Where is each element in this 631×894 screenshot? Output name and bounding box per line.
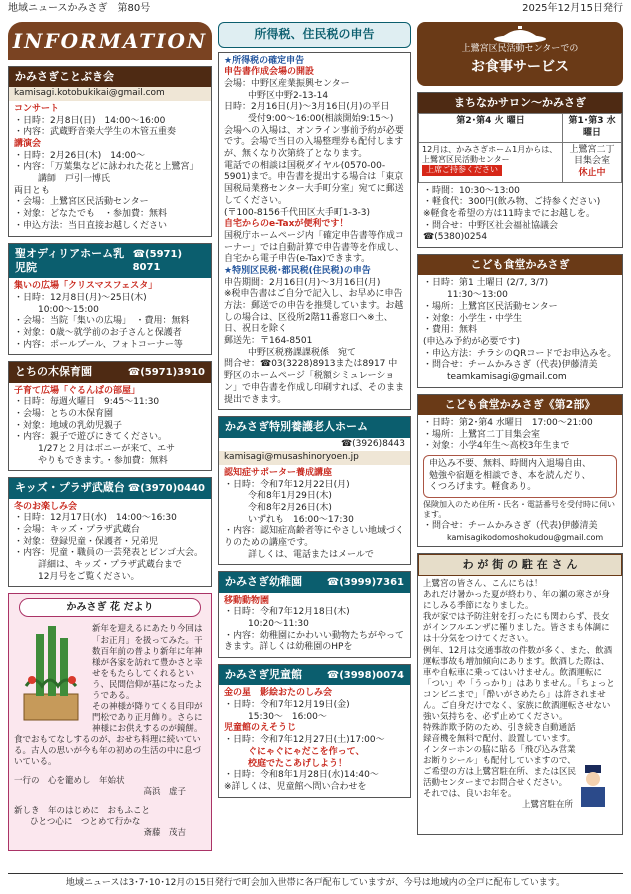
- text-line: ・内容：親子で遊びにきてください。: [14, 432, 168, 443]
- hana-title: かみさぎ 花 だより: [19, 598, 201, 617]
- text-line: ・日時：令和7年12月18日(木): [224, 607, 350, 618]
- kodomo2-title: こども食堂かみさぎ《第2部》: [418, 395, 622, 415]
- text-line: ・時間：10:30～13:00: [423, 185, 520, 196]
- salon-cell-1: 12月は、かみさぎホーム1月からは、上鷺宮区民活動センター: [422, 144, 558, 165]
- column-left: [8, 22, 212, 857]
- text-line: ・内容：武蔵野音楽大学生の木管五重奏: [14, 127, 177, 138]
- kids-phone[interactable]: ☎(3970)0440: [127, 483, 205, 495]
- text-line: 受付9:00～16:00(相談開始9:15～): [248, 114, 394, 125]
- text-line: ・申込方法：当日直接お越しください: [14, 220, 168, 231]
- police-paragraph: 例年、12月は交通事故の件数が多く、また、飲酒運転事故も増加傾向にあります。飲酒した際は、車や自転車に乗ってはいけません。飲酒運転に「つい」や「うっかり」はありません。「ちょっとコンビニまで」「酔いがさめたら」は許されません。ご自身だけでなく、家族に飲酒運転させない強い気持ちを、必ず止めてください。: [423, 645, 615, 722]
- police-sign: 上鷺宮駐在所: [521, 800, 573, 811]
- police-officer-icon: [575, 763, 611, 809]
- text-para: 国税庁ホームページ内「確定申告書等作成コーナー」では自動計算で申告書等を作成し、自宅から電子申告(e-Tax)できます。: [224, 230, 405, 265]
- kadomatsu-icon: [14, 624, 88, 724]
- haiku: 一行の 心を籠めし 年始状: [14, 776, 125, 787]
- yochien-phone[interactable]: ☎(3999)7361: [326, 577, 404, 589]
- text-line: ・問合せ：中野区社会福祉協議会 ☎(5380)0254: [423, 220, 559, 243]
- text-line: ・対象：どなたでも ・参加費：無料: [14, 209, 168, 220]
- text-line: 校庭でたこあげしよう！: [248, 758, 348, 769]
- text-line: ・対象：小学4年生～高校3年生まで: [423, 441, 570, 452]
- text-line: ・会場：とちの木保育園: [14, 408, 114, 419]
- column-right: [417, 22, 623, 841]
- text-line: ・申込方法：チラシのQRコードでお申込みを。: [423, 348, 617, 359]
- salon-header-2: 第1･第3 水 曜日: [563, 114, 622, 142]
- kotobuki-email[interactable]: kamisagi.kotobukikai@gmail.com: [9, 87, 211, 101]
- food-service-banner: [417, 22, 623, 86]
- police-box: [417, 553, 623, 835]
- hana-paragraph: 新年を迎えるにあたり今回は「お正月」を扱ってみた。干数百年前の普より新年に年神様が各家を訪れて豊かさと幸せをもたらしてくれるという、民間信仰が基になったようである。: [92, 624, 203, 701]
- text-line: ・対象：小学生・中学生: [423, 313, 523, 324]
- text-line: 勉強や宿題を相談でき、本を読んだり、: [429, 470, 591, 481]
- food-banner-sub: 上鷺宮区民活動センターでの: [461, 44, 579, 54]
- kotobuki-box: [8, 66, 212, 237]
- odilia-name: 聖オディリアホーム乳児院: [15, 246, 125, 274]
- text-line: 保険加入のため住所・氏名・電話番号を受付時に伺います。: [423, 500, 615, 520]
- event-heading: 認知症サポーター養成講座: [224, 467, 333, 478]
- event-heading: 移動動物園: [224, 595, 270, 606]
- yogo-title: かみさぎ特別養護老人ホーム: [219, 417, 410, 437]
- concert-heading: コンサート: [14, 103, 60, 114]
- text-para: 会場への入場は、オンライン事前予約が必要です。会場で当日の入場整理券も配付しますが、無くなり次第終了となります。: [224, 125, 404, 160]
- kotobuki-title: かみさぎことぶき会: [9, 67, 211, 87]
- odilia-phone[interactable]: ☎(5971) 8071: [132, 248, 183, 273]
- kodomo2-note: [423, 455, 617, 498]
- police-paragraph: それでは、良いお年を。: [423, 789, 517, 800]
- text-para: 電話での相談は国税ダイヤル(0570-00-5901)まで。申告書を提出する場合は「東京国税局業務センター大手町分室」宛てに郵送してください。: [224, 160, 404, 206]
- tanka-author: 斎藤 茂吉: [143, 828, 186, 839]
- police-title: わ が 街 の 駐 在 さ ん: [418, 554, 622, 576]
- text-line: ・日時：令和7年12月22日(月): [224, 479, 350, 490]
- tochinoki-box: [8, 361, 212, 471]
- text-line: ・場所：上鷺宮二丁目集会室: [423, 429, 541, 440]
- resident-tax-heading: ★特別区民税･都民税(住民税)の申告: [224, 265, 371, 276]
- text-line: ・軽食代：300円(飲み物、ご持参ください): [423, 197, 601, 208]
- text-line: 日時：2月16日(月)～3月16日(月)の平日: [224, 102, 390, 113]
- text-line: いずれも 16:00～17:30: [248, 514, 354, 525]
- text-line: ・日時：12月17日(水) 14:00～16:30: [14, 513, 177, 524]
- etax-heading: 自宅からのe-Taxが便利です！: [224, 219, 349, 230]
- text-line: 11:30～13:00: [447, 290, 508, 301]
- event-heading: 金の星 影絵おたのしみ会: [224, 688, 333, 699]
- text-line: ・会場：当院「集いの広場」 ・費用：無料: [14, 316, 190, 327]
- venue-heading: 申告書作成会場の開設: [224, 67, 315, 78]
- text-line: ・日時：毎週火曜日 9:45～11:30: [14, 397, 160, 408]
- jidokan-phone[interactable]: ☎(3998)0074: [326, 669, 404, 681]
- jidokan-title: [219, 665, 410, 685]
- text-line: ・内容：「万葉集などに詠われた花と上鷺宮」: [14, 162, 199, 173]
- kodomo2-email[interactable]: kamisagikodomoshokudou@gmail.com: [447, 532, 604, 542]
- text-line: 詳しくは、電話またはメールで: [248, 549, 374, 560]
- dish-icon: [492, 25, 548, 43]
- kids-box: [8, 477, 212, 587]
- text-line: 両日とも: [14, 185, 51, 196]
- police-paragraph: あれだけ暑かった夏が終わり、年の瀬の寒さが身にしみる季節になりました。: [423, 590, 611, 612]
- odilia-title: [9, 244, 211, 279]
- odilia-box: [8, 243, 212, 356]
- tanka: 新しき 年のはじめに おもふこと: [14, 806, 151, 817]
- yochien-title: [219, 572, 410, 592]
- food-banner-title: お食事サービス: [471, 58, 569, 75]
- text-line: ・日時：令和7年12月19日(金): [224, 700, 350, 711]
- text-line: 会場：中野区産業振興センター: [224, 78, 350, 89]
- text-line: (申込み予約が必要です): [423, 336, 521, 347]
- hana-box: [8, 593, 212, 851]
- text-line: ・内容：幼稚園にかわいい動物たちがやってきます。詳しくは幼稚園のHPを: [224, 630, 405, 653]
- tanka: ひとつ心に つとめて行かな: [30, 817, 141, 828]
- text-line: 中野区中野2-13-14: [248, 90, 329, 101]
- tochinoki-title: [9, 362, 211, 382]
- text-line: 12月号をご覧ください。: [38, 571, 140, 582]
- text-line: 10:00～15:00: [38, 304, 99, 315]
- yogo-email[interactable]: kamisagi@musashinoryoen.jp: [219, 451, 410, 465]
- kids-name: キッズ・プラザ武蔵台: [15, 481, 125, 495]
- text-line: ・日時：第1 土曜日 (2/7, 3/7): [423, 278, 549, 289]
- salon-table: [418, 113, 622, 182]
- text-line: ※詳しくは、児童館へ問い合わせを: [224, 781, 367, 792]
- text-line: ・内容：ポールプール、フォトコーナー等: [14, 339, 183, 350]
- event-heading: 集いの広場「クリスマスフェスタ」: [14, 281, 158, 292]
- text-line: ※軽食を希望の方は11時までにお越しを。: [423, 209, 595, 220]
- tax-title: 所得税、住民税の申告: [218, 22, 411, 48]
- text-line: 郵送先：〒164-8501: [224, 336, 313, 347]
- text-line: 講師 戸引一博氏: [38, 174, 111, 185]
- salon-header-1: 第2･第4 火 曜日: [419, 114, 563, 142]
- kids-title: [9, 478, 211, 498]
- salon-cell-2: 上鷺宮二丁目集会室: [569, 144, 615, 167]
- jidokan-box: [218, 664, 411, 797]
- text-line: やりもできます。・参加費：無料: [38, 455, 168, 466]
- event-heading: 児童館のえそうじ: [224, 723, 297, 734]
- text-line: 令和8年1月29日(木): [248, 491, 332, 502]
- text-line: ・内容：認知症高齢者等にやさしい地域づくりのための講座です。: [224, 526, 405, 549]
- page-footer: 地域ニュースは3･7･10･12月の15日発行で町会加入世帯に各戸配布していますが、今号は地域内の全戸に配布しています。: [8, 873, 623, 890]
- text-line: 1/27と２月はボニーが来て、エサ: [38, 444, 176, 454]
- kodomo-box: [417, 254, 623, 387]
- police-paragraph: 特殊詐欺予防のため、引き続き自動通話録音機を無料で配付、設置しています。インターホンの脇に貼る「飛び込み営業お断りシール」も配付していますので、ご希望の方は上鷺宮駐在所、または区民活動センターまでお問合せください。: [423, 722, 577, 789]
- police-paragraph: 上鷺宮の皆さん、こんにちは！: [423, 579, 543, 590]
- text-line: 10:20～11:30: [248, 619, 309, 630]
- text-line: (〒100-8156千代田区大手町1-3-3): [224, 207, 371, 218]
- text-line: ・日時：2月26日(木) 14:00～: [14, 150, 146, 161]
- kodomo-title: こども食堂かみさぎ: [418, 255, 622, 275]
- text-line: 詳細は、キッズ・プラザ武蔵台まで: [38, 560, 182, 571]
- text-line: 中野区税務課課税係 宛て: [248, 347, 357, 358]
- income-tax-heading: ★所得税の確定申告: [224, 55, 305, 66]
- text-line: ・会場：上鷺宮区民活動センター: [14, 197, 149, 208]
- text-para: 問合せ：☎03(3228)8913または8917 中野区のホームページ「税額シミュレーション」で申告書を作成し印刷すれば、そのまま提出できます。: [224, 359, 405, 405]
- text-line: ・場所：上鷺宮区民活動センター: [423, 301, 558, 312]
- issue-date: 2025年12月15日発行: [522, 3, 623, 14]
- kodomo-email[interactable]: teamkamisagi@gmail.com: [447, 371, 567, 382]
- kodomo2-box: [417, 394, 623, 547]
- text-para: ※税申告書はご自分で記入し、お早めに申告方法：郵送での申告を推奨しています。お越しの場合は、区役所2階11番窓口へ※土、日、祝日を除く: [224, 289, 404, 335]
- text-line: 申告期間：2月16日(月)～3月16日(月): [224, 277, 381, 288]
- salon-tag: 上席ご持参ください: [422, 165, 502, 175]
- text-line: 15:30～ 16:00～: [248, 711, 327, 722]
- tochinoki-phone[interactable]: ☎(5971)3910: [127, 366, 205, 378]
- haiku-author: 高浜 虚子: [143, 787, 186, 798]
- yochien-name: かみさぎ幼稚園: [225, 575, 302, 589]
- jidokan-name: かみさぎ児童館: [225, 668, 302, 682]
- tochinoki-name: とちの木保育園: [15, 365, 92, 379]
- salon-closed: 休止中: [578, 168, 606, 179]
- text-line: ・対象：地域の乳幼児親子: [14, 420, 123, 431]
- text-line: ぐにゃぐにゃだこを作って、: [248, 746, 365, 757]
- page-header: [8, 2, 623, 18]
- text-line: ・対象：0歳～就学前のお子さんと保護者: [14, 327, 182, 338]
- text-line: ・日時：令和7年12月27日(土)17:00～: [224, 735, 385, 746]
- police-paragraph: 我が家では予防注射を打ったにも関わらず、長女がインフルエンザに罹りました。皆さまも体調には十分気をつけてください。: [423, 612, 610, 645]
- yogo-box: [218, 416, 411, 565]
- text-line: ・日時：第2･第4 水曜日 17:00～21:00: [423, 417, 593, 428]
- text-line: ・問合せ：チームかみさぎ（代表)伊藤清美: [423, 360, 598, 371]
- text-line: 令和8年2月26日(木): [248, 502, 332, 513]
- information-banner: INFORMATION: [8, 22, 212, 60]
- text-line: ・問合せ：チームかみさぎ（代表)伊藤清美: [423, 520, 598, 531]
- text-line: ・日時：12月8日(月)～25日(木): [14, 292, 147, 303]
- hana-paragraph: その神様が降りてくる目印が門松であり正月飾り。さらに神様にお供えするのが鏡餅。食でおもてなしするのが、おせち料理に続いている。古人の思いが今も年の初めの生活の中に息づいている。: [14, 701, 203, 768]
- event-heading: 子育て広場「ぐるんぱの部屋」: [14, 385, 141, 396]
- yochien-box: [218, 571, 411, 658]
- text-line: ・日時：2月8日(日) 14:00～16:00: [14, 115, 166, 126]
- text-line: ・対象：登録児童・保護者・兄弟児: [14, 536, 159, 547]
- salon-box: [417, 92, 623, 248]
- issue-label: 地域ニュースかみさぎ 第80号: [8, 3, 151, 14]
- lecture-heading: 講演会: [14, 139, 42, 150]
- text-line: ・費用：無料: [423, 325, 478, 336]
- yogo-phone[interactable]: ☎(3926)8443: [340, 438, 405, 449]
- text-line: ・日時：令和8年1月28日(水)14:40～: [224, 770, 379, 781]
- column-middle: [218, 22, 411, 804]
- event-heading: 冬のお楽しみ会: [14, 501, 78, 512]
- text-line: くつろげます。軽食あり。: [429, 482, 537, 493]
- text-line: 申込み不要、無料、時間内入退場自由、: [429, 459, 592, 470]
- tax-box: [218, 52, 411, 411]
- salon-title: まちなかサロン～かみさぎ: [418, 93, 622, 113]
- text-line: ・内容：児童・職員の一芸発表とビンゴ大会。: [14, 548, 204, 559]
- text-line: ・会場：キッズ・プラザ武蔵台: [14, 525, 140, 536]
